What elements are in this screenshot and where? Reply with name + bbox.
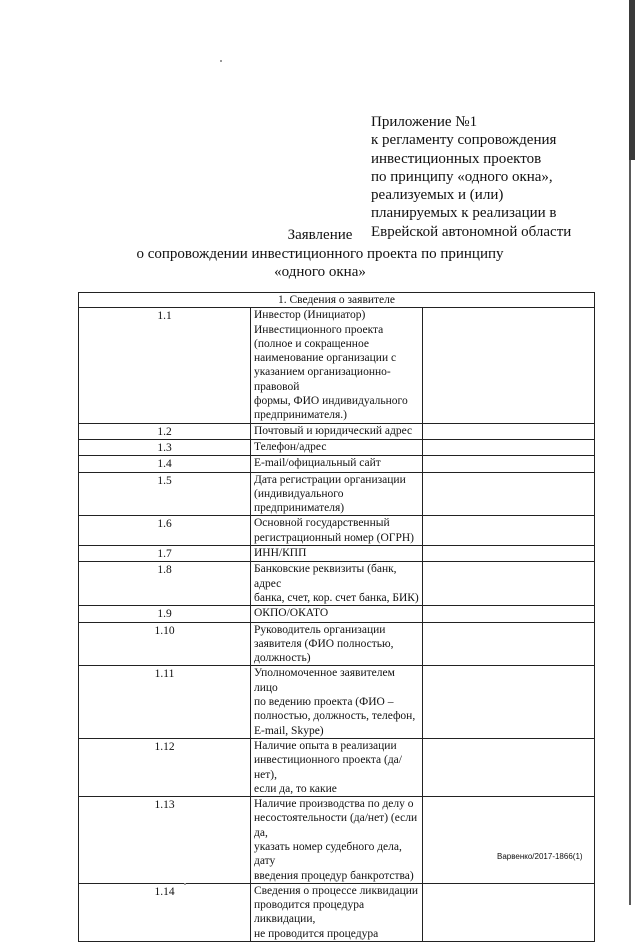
table-row <box>79 456 595 472</box>
row-number: 1.13 <box>79 797 251 884</box>
table-row <box>79 883 595 941</box>
value-cell[interactable] <box>423 606 595 622</box>
value-cell[interactable] <box>423 622 595 666</box>
row-label-line: Руководитель организации <box>254 623 386 636</box>
table-row <box>79 472 595 516</box>
value-cell[interactable] <box>423 439 595 455</box>
row-label-line: инвестиционного проекта (да/нет), <box>254 754 402 781</box>
value-cell[interactable] <box>423 797 595 884</box>
row-label-line: Инвестиционного проекта <box>254 323 384 336</box>
row-label <box>251 606 423 622</box>
row-label-line: по ведению проекта (ФИО – <box>254 696 394 709</box>
scan-speck <box>220 60 222 62</box>
row-label-line: Наличие опыта в реализации <box>254 739 397 752</box>
row-label-line: Дата регистрации организации <box>254 473 406 486</box>
row-label <box>251 562 423 606</box>
value-cell[interactable] <box>423 666 595 738</box>
row-label <box>251 666 423 738</box>
row-label <box>251 546 423 562</box>
table-row <box>79 606 595 622</box>
row-label-line: если да, то какие <box>254 782 337 795</box>
value-cell[interactable] <box>423 472 595 516</box>
row-number: 1.3 <box>79 439 251 455</box>
title-heading: Заявление <box>287 227 353 243</box>
row-label <box>251 883 423 941</box>
value-cell[interactable] <box>423 456 595 472</box>
row-number: 1.6 <box>79 516 251 546</box>
row-number: 1.12 <box>79 738 251 796</box>
table-row <box>79 423 595 439</box>
row-label-line: предпринимателя.) <box>254 409 347 422</box>
table-row <box>79 622 595 666</box>
appendix-line: реализуемых и (или) <box>371 187 504 204</box>
row-number: 1.5 <box>79 472 251 516</box>
row-label-line: Почтовый и юридический адрес <box>254 424 413 437</box>
row-label <box>251 456 423 472</box>
scan-speck <box>184 883 186 885</box>
value-cell[interactable] <box>423 546 595 562</box>
value-cell[interactable] <box>423 562 595 606</box>
row-number: 1.9 <box>79 606 251 622</box>
value-cell[interactable] <box>423 516 595 546</box>
value-cell[interactable] <box>423 883 595 941</box>
row-label-line: ИНН/КПП <box>254 547 307 560</box>
row-number: 1.10 <box>79 622 251 666</box>
row-label-line: Уполномоченное заявителем лицо <box>254 667 395 694</box>
title-line: о сопровождении инвестиционного проекта по принципу <box>136 245 504 262</box>
appendix-line: по принципу «одного окна», <box>371 168 553 185</box>
row-label <box>251 308 423 423</box>
title-line: «одного окна» <box>274 264 366 280</box>
appendix-line: Еврейской автономной области <box>371 223 572 240</box>
table-row <box>79 516 595 546</box>
value-cell[interactable] <box>423 308 595 423</box>
row-number: 1.14 <box>79 883 251 941</box>
row-label <box>251 516 423 546</box>
row-label-line: проводится процедура ликвидации, <box>254 899 365 926</box>
section-header: 1. Сведения о заявителе <box>79 293 595 308</box>
applicant-info-table <box>78 292 595 942</box>
row-label-line: E-mail/официальный сайт <box>254 457 381 470</box>
appendix-header <box>371 113 621 241</box>
table-row <box>79 439 595 455</box>
appendix-line: к регламенту сопровождения <box>371 132 557 149</box>
row-label <box>251 439 423 455</box>
row-label-line: банка, счет, кор. счет банка, БИК) <box>254 591 419 604</box>
section-header-row <box>79 293 595 308</box>
row-label-line: ОКПО/ОКАТО <box>254 607 329 620</box>
appendix-line: Приложение №1 <box>371 114 478 130</box>
row-label <box>251 797 423 884</box>
row-label-line: (полное и сокращенное <box>254 337 369 350</box>
value-cell[interactable] <box>423 423 595 439</box>
row-number: 1.1 <box>79 308 251 423</box>
row-label-line: Инвестор (Инициатор) <box>254 309 366 322</box>
row-label-line: регистрационный номер (ОГРН) <box>254 531 414 544</box>
row-number: 1.8 <box>79 562 251 606</box>
appendix-line: инвестиционных проектов <box>371 150 542 167</box>
table-row <box>79 666 595 738</box>
row-label-line: заявителя (ФИО полностью, <box>254 637 394 650</box>
row-label-line: Наличие производства по делу о <box>254 798 414 811</box>
row-number: 1.7 <box>79 546 251 562</box>
row-label <box>251 738 423 796</box>
row-label <box>251 472 423 516</box>
row-label <box>251 622 423 666</box>
row-label-line: указать номер судебного дела, дату <box>254 840 402 868</box>
row-label <box>251 423 423 439</box>
row-label-line: несостоятельности (да/нет) (если да, <box>254 812 418 839</box>
row-label-line: Основной государственный <box>254 517 390 530</box>
row-label-line: Банковские реквизиты (банк, адрес <box>254 563 397 590</box>
row-label-line: Телефон/адрес <box>254 440 327 453</box>
scan-edge-shadow <box>629 0 635 160</box>
row-label-line: введения процедур банкротства) <box>254 869 414 882</box>
table-row <box>79 562 595 606</box>
row-label-line: не проводится процедура <box>254 927 379 940</box>
row-label-line: наименование организации с <box>254 352 397 365</box>
row-label-line: (индивидуального <box>254 487 344 500</box>
document-code: Варвенко/2017-1866(1) <box>497 852 583 861</box>
row-number: 1.11 <box>79 666 251 738</box>
table-row <box>79 797 595 884</box>
value-cell[interactable] <box>423 738 595 796</box>
table-row <box>79 546 595 562</box>
row-label-line: должность) <box>254 652 311 665</box>
row-label-line: предпринимателя) <box>254 502 345 515</box>
table-row <box>79 308 595 423</box>
row-label-line: указанием организационно-правовой <box>254 366 391 393</box>
row-label-line: Сведения о процессе ликвидации <box>254 884 419 897</box>
row-label-line: формы, ФИО индивидуального <box>254 395 408 408</box>
row-label-line: E-mail, Skype) <box>254 724 324 737</box>
row-number: 1.2 <box>79 423 251 439</box>
table-row <box>79 738 595 796</box>
row-number: 1.4 <box>79 456 251 472</box>
document-title <box>0 226 640 282</box>
row-label-line: полностью, должность, телефон, <box>254 710 416 723</box>
appendix-line: планируемых к реализации в <box>371 205 557 222</box>
